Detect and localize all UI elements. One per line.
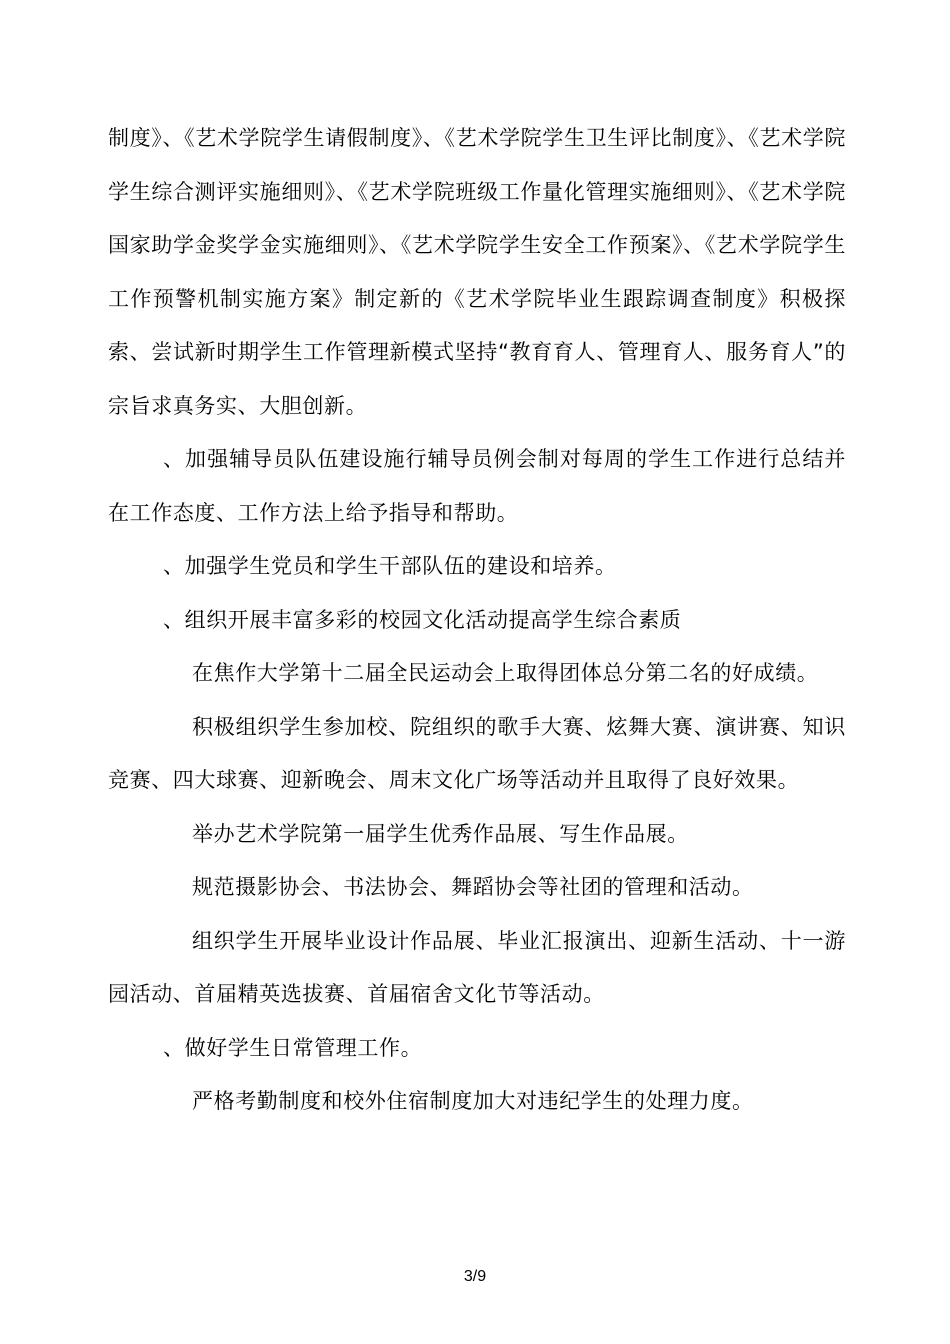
paragraph-counselor-team: 、加强辅导员队伍建设施行辅导员例会制对每周的学生工作进行总结并在工作态度、工作方法上给予指导和帮助。 xyxy=(108,447,846,525)
paragraph-exhibition: 举办艺术学院第一届学生优秀作品展、写生作品展。 xyxy=(192,821,689,846)
document-body xyxy=(108,112,846,1129)
paragraph-sports-meet: 在焦作大学第十二届全民运动会上取得团体总分第二名的好成绩。 xyxy=(192,661,819,685)
paragraph-competitions: 积极组织学生参加校、院组织的歌手大赛、炫舞大赛、演讲赛、知识竞赛、四大球赛、迎新晚会、周末文化广场等活动并且取得了良好效果。 xyxy=(108,714,846,792)
paragraph-regulations: 制度》、《艺术学院学生请假制度》、《艺术学院学生卫生评比制度》、《艺术学院学生综合测评实施细则》、《艺术学院班级工作量化管理实施细则》、《艺术学院国家助学金奖学金实施细则》、《艺术学院学生安全工作预案》、《艺术学院学生工作预警机制实施方案》制定新的《艺术学院毕业生跟踪调查制度》积极探索、尝试新时期学生工作管理新模式坚持“教育育人、管理育人、服务育人”的宗旨求真务实、大胆创新。 xyxy=(108,126,846,418)
paragraph-party-members: 、加强学生党员和学生干部队伍的建设和培养。 xyxy=(163,554,617,578)
paragraph-associations: 规范摄影协会、书法协会、舞蹈协会等社团的管理和活动。 xyxy=(192,875,754,899)
paragraph-campus-culture: 、组织开展丰富多彩的校园文化活动提高学生综合素质 xyxy=(163,607,682,632)
paragraph-attendance: 严格考勤制度和校外住宿制度加大对违纪学生的处理力度。 xyxy=(192,1089,754,1113)
paragraph-daily-management: 、做好学生日常管理工作。 xyxy=(163,1035,423,1060)
paragraph-graduation-activities: 组织学生开展毕业设计作品展、毕业汇报演出、迎新生活动、十一游园活动、首届精英选拔赛、首届宿舍文化节等活动。 xyxy=(108,928,846,1006)
page-number: 3/9 xyxy=(463,1268,487,1285)
